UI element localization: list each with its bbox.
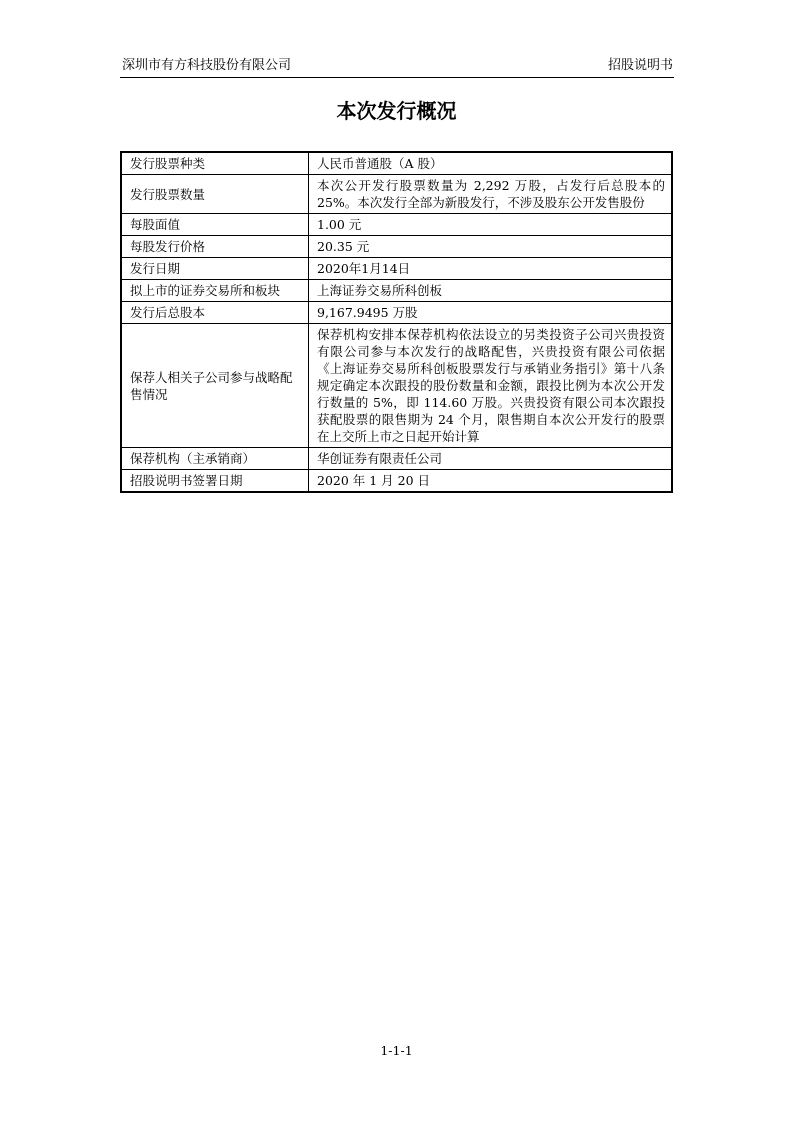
table-row (121, 448, 672, 470)
row-label: 发行日期 (121, 258, 309, 280)
row-value: 华创证券有限责任公司 (309, 448, 673, 470)
row-label: 每股面值 (121, 214, 309, 236)
row-label: 招股说明书签署日期 (121, 470, 309, 493)
table-row (121, 152, 672, 175)
row-value: 本次公开发行股票数量为 2,292 万股，占发行后总股本的 25%。本次发行全部为新股发行，不涉及股东公开发售股份 (309, 175, 673, 214)
page-number: 1-1-1 (380, 1043, 413, 1058)
table-row (121, 258, 672, 280)
row-value: 上海证券交易所科创板 (309, 280, 673, 302)
table-row (121, 280, 672, 302)
table-row (121, 302, 672, 324)
table-row (121, 236, 672, 258)
header-doc-type: 招股说明书 (607, 58, 673, 73)
header-company: 深圳市有方科技股份有限公司 (122, 58, 292, 73)
row-value: 人民币普通股（A 股） (309, 152, 673, 175)
table-row (121, 175, 672, 214)
row-value: 1.00 元 (309, 214, 673, 236)
row-label: 保荐机构（主承销商） (121, 448, 309, 470)
row-value: 20.35 元 (309, 236, 673, 258)
row-label: 发行股票数量 (121, 175, 309, 214)
table-row (121, 214, 672, 236)
page-title: 本次发行概况 (336, 99, 457, 123)
row-label: 保荐人相关子公司参与战略配售情况 (121, 324, 309, 448)
table-row (121, 324, 672, 448)
row-value: 2020 年 1 月 20 日 (309, 470, 673, 493)
row-label: 发行后总股本 (121, 302, 309, 324)
row-value: 保荐机构安排本保荐机构依法设立的另类投资子公司兴贵投资有限公司参与本次发行的战略配售，兴贵投资有限公司依据《上海证券交易所科创板股票发行与承销业务指引》第十八条规定确定本次跟投的股份数量和金额，跟投比例为本次公开发行数量的 5%，即 114.60 万股。兴贵投资有限公司本次跟投获配股票的限售期为 24 个月，限售期自本次公开发行的股票在上交所上市之日起开始计算 (309, 324, 673, 448)
row-label: 发行股票种类 (121, 152, 309, 175)
offering-summary-table (120, 151, 673, 493)
row-label: 每股发行价格 (121, 236, 309, 258)
row-value: 9,167.9495 万股 (309, 302, 673, 324)
header-divider (120, 77, 674, 78)
row-value: 2020年1月14日 (309, 258, 673, 280)
table-row (121, 470, 672, 493)
row-label: 拟上市的证券交易所和板块 (121, 280, 309, 302)
